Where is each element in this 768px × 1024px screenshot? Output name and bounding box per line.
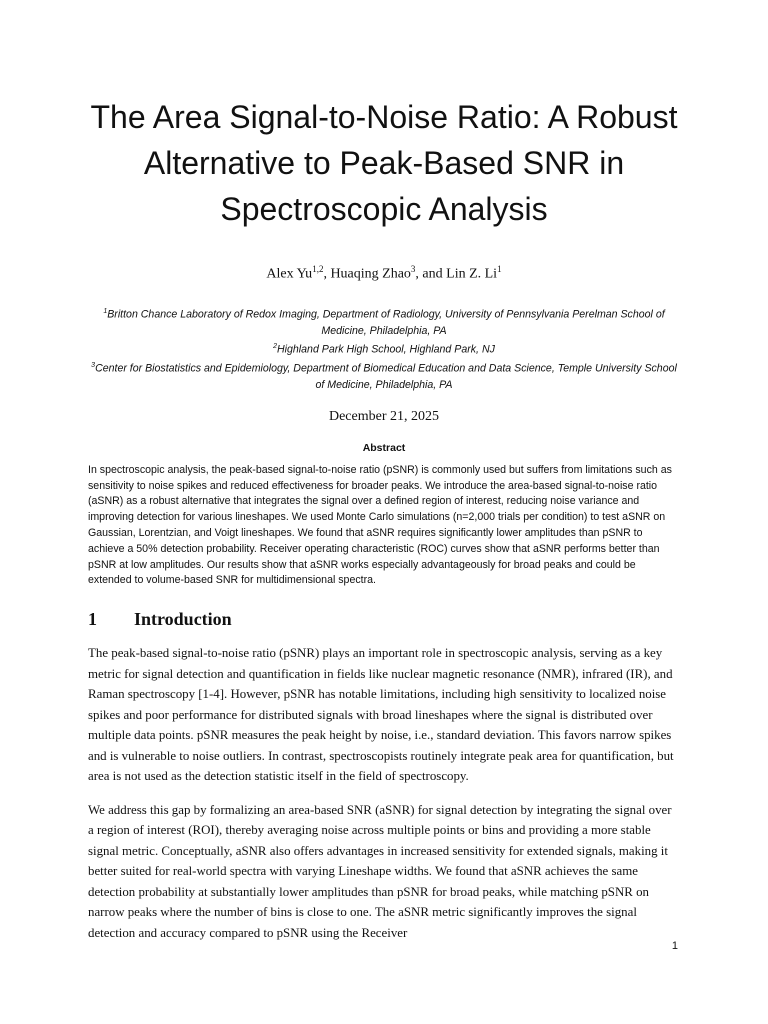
author-affiliation-marker: 1 [497, 264, 502, 274]
author-affiliation-marker: 3 [410, 264, 416, 274]
affiliation [88, 304, 680, 340]
author-name: Alex Yu [266, 266, 313, 282]
author-separator: , and [415, 266, 447, 282]
author-list [88, 260, 680, 284]
author-name: Huaqing Zhao [330, 266, 411, 282]
section-heading-introduction [88, 607, 680, 631]
affiliation [88, 339, 680, 358]
affiliation-marker: 1 [103, 307, 108, 315]
author-affiliation-marker: 1,2 [312, 264, 324, 274]
section-title: Introduction [134, 609, 232, 630]
intro-paragraph-1: The peak-based signal-to-noise ratio (pSNR) plays an important role in spectroscopic analysis, serving as a key metric for signal detection and quantification in fields like nuclear magnetic resonance (NMR), infrared (IR), and Raman spectroscopy [1-4]. However, pSNR has notable limitations, including high sensitivity to localized noise spikes and poor performance for distributed signals with broad lineshapes where the signal is distributed over multiple data points. pSNR measures the peak height by noise, i.e., standard deviation. This favors narrow spikes and is vulnerable to noise outliers. In contrast, spectroscopists routinely integrate peak area for quantification, but area is not used as the detection statistic itself in the field of spectroscopy. [88, 646, 674, 784]
affiliation-list [88, 304, 680, 394]
affiliation [88, 358, 680, 394]
abstract-text: In spectroscopic analysis, the peak-based signal-to-noise ratio (pSNR) is commonly used but suffers from limitations such as sensitivity to noise spikes and reduced effectiveness for broader peaks. We introduce the area-based signal-to-noise ratio (aSNR) as a robust alternative that integrates the signal over a defined region of interest, reducing noise variance and improving detection for various lineshapes. We used Monte Carlo simulations (n=2,000 trials per condition) to test aSNR on Gaussian, Lorentzian, and Voigt lineshapes. We found that aSNR requires significantly lower amplitudes than pSNR to achieve a 50% detection probability. Receiver operating characteristic (ROC) curves show that aSNR performs better than pSNR at low amplitudes. Our results show that aSNR works especially advantageously for broad peaks and could be extended to volume-based SNR for multidimensional spectra. [88, 463, 672, 587]
abstract-heading: Abstract [362, 441, 406, 454]
affiliation-marker: 3 [91, 362, 96, 370]
affiliation-marker: 2 [273, 343, 278, 351]
author-name: Lin Z. Li [446, 266, 498, 282]
publication-date: December 21, 2025 [328, 408, 440, 424]
affiliation-text: Center for Biostatistics and Epidemiology, Department of Biomedical Education and Data Science, Temple University School of Medicine, Philadelphia, PA [95, 362, 677, 392]
affiliation-text: Britton Chance Laboratory of Redox Imaging, Department of Radiology, University of Pennsylvania Perelman School of Medicine, Philadelphia, PA [107, 308, 665, 337]
affiliation-text: Highland Park High School, Highland Park, NJ [277, 343, 495, 356]
section-number: 1 [88, 609, 97, 630]
paper-title: The Area Signal-to-Noise Ratio: A Robust Alternative to Peak-Based SNR in Spectroscopic Analysis [90, 99, 678, 227]
page-number: 1 [671, 940, 678, 952]
author-separator: , [323, 266, 331, 282]
intro-paragraph-2: We address this gap by formalizing an area-based SNR (aSNR) for signal detection by integrating the signal over a region of interest (ROI), thereby averaging noise across multiple points or bins and providing a more stable signal metric. Conceptually, aSNR also offers advantages in increased sensitivity for extended signals, making it better suited for real-world spectra with varying Lineshape widths. We found that aSNR achieves the same detection probability at substantially lower amplitudes than pSNR for broad peaks, while matching pSNR on narrow peaks where the number of bins is close to one. The aSNR metric significantly improves the signal detection and accuracy compared to pSNR using the Receiver [88, 802, 672, 940]
